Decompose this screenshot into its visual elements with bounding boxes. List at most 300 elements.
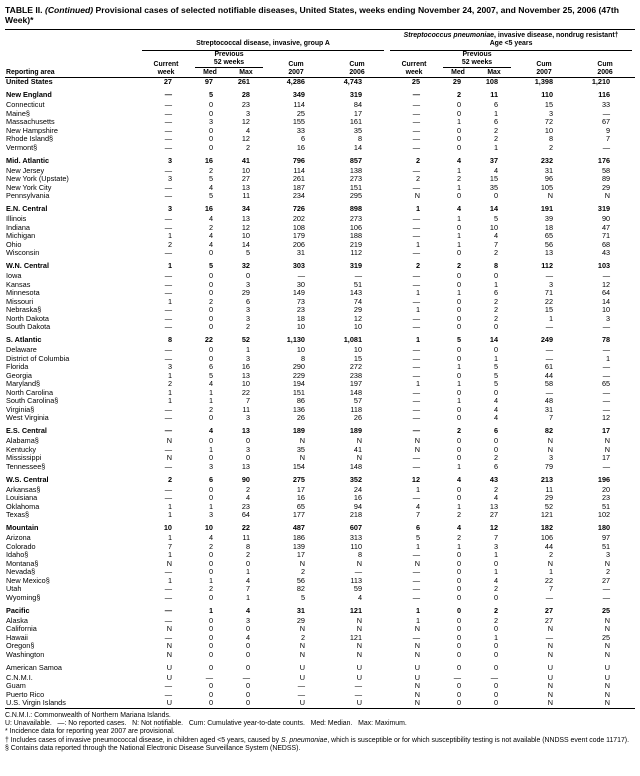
- value-cell: 0: [456, 662, 462, 672]
- value-cell: 10: [353, 323, 363, 332]
- value-cell: —: [412, 249, 421, 258]
- table-row: [5, 625, 635, 634]
- value-cell: —: [602, 462, 611, 471]
- value-cell: 0: [208, 690, 213, 699]
- value-cell: 9: [606, 126, 611, 135]
- value-cell: 17: [296, 551, 305, 560]
- table-row: [5, 577, 635, 586]
- value-cell: 0: [245, 690, 250, 699]
- value-cell: 4: [245, 494, 250, 503]
- value-cell: —: [164, 633, 172, 642]
- value-cell: 14: [601, 297, 611, 306]
- value-cell: 2: [493, 297, 499, 306]
- table-row: [5, 471, 635, 486]
- value-cell: 31: [296, 605, 305, 615]
- value-cell: —: [602, 371, 611, 380]
- value-cell: —: [164, 183, 172, 192]
- value-cell: 12: [601, 280, 611, 289]
- value-cell: 2: [493, 454, 499, 463]
- value-cell: —: [412, 576, 421, 585]
- value-cell: N: [356, 559, 363, 568]
- table-row: [5, 192, 635, 201]
- table-row: [5, 281, 635, 290]
- value-cell: 3: [606, 551, 611, 560]
- value-cell: 2: [493, 605, 499, 615]
- value-cell: N: [166, 454, 172, 463]
- value-cell: 121: [349, 633, 363, 642]
- reporting-area-cell: Oregon§: [6, 642, 35, 651]
- value-cell: 3: [167, 204, 172, 214]
- value-cell: N: [547, 690, 554, 699]
- value-cell: N: [604, 625, 611, 634]
- value-cell: 33: [601, 101, 611, 110]
- value-cell: N: [356, 437, 363, 446]
- value-cell: 2: [245, 485, 250, 494]
- value-cell: 5: [415, 534, 421, 543]
- value-cell: 96: [544, 175, 554, 184]
- value-cell: 68: [601, 240, 611, 249]
- value-cell: 1: [208, 445, 213, 454]
- value-cell: U: [547, 673, 554, 682]
- reporting-area-cell: Texas§: [6, 511, 30, 520]
- value-cell: 7: [548, 414, 554, 423]
- value-cell: 12: [241, 118, 250, 127]
- value-cell: 121: [349, 605, 363, 615]
- value-cell: 0: [208, 559, 213, 568]
- value-cell: N: [356, 642, 363, 651]
- table-row: [5, 602, 635, 617]
- value-cell: 149: [292, 289, 305, 298]
- value-cell: —: [412, 135, 421, 144]
- value-cell: 4: [245, 605, 250, 615]
- value-cell: 4: [456, 204, 462, 214]
- footnote-legend: U: Unavailable. —: No reported cases. N: Not notifiable. Cum: Cumulative year-to-date counts. Med: Median. Max: Maximum.: [5, 720, 407, 728]
- footnotes: [5, 712, 635, 753]
- reporting-area-cell: Mississippi: [6, 454, 42, 463]
- value-cell: 3: [493, 542, 499, 551]
- reporting-area-cell: U.S. Virgin Islands: [6, 699, 66, 708]
- value-cell: 28: [241, 90, 250, 100]
- value-cell: 31: [544, 166, 554, 175]
- table-row: [5, 258, 635, 273]
- value-cell: —: [412, 397, 421, 406]
- value-cell: 2: [208, 542, 213, 551]
- group-header-strep-pneumoniae: Streptococcus pneumoniae, invasive disease, nondrug resistant† Age <5 years: [387, 29, 635, 50]
- value-cell: —: [412, 363, 421, 372]
- value-cell: 0: [493, 192, 499, 201]
- value-cell: —: [412, 454, 421, 463]
- value-cell: 1: [167, 534, 172, 543]
- value-cell: 27: [489, 511, 499, 520]
- value-cell: 10: [296, 346, 305, 355]
- value-cell: 0: [456, 576, 462, 585]
- value-cell: 1: [167, 397, 172, 406]
- value-cell: 0: [208, 593, 213, 602]
- table-row: [5, 594, 635, 603]
- value-cell: 1: [456, 240, 462, 249]
- value-cell: —: [602, 323, 611, 332]
- value-cell: 272: [349, 363, 363, 372]
- value-cell: 4: [493, 232, 499, 241]
- value-cell: 3: [245, 109, 250, 118]
- value-cell: N: [547, 192, 554, 201]
- value-cell: N: [414, 642, 421, 651]
- value-cell: 44: [544, 371, 554, 380]
- reporting-area-cell: Colorado: [6, 542, 36, 551]
- table-body: [5, 78, 635, 709]
- value-cell: —: [545, 633, 554, 642]
- value-cell: —: [164, 323, 172, 332]
- col-header-cum-2006-2: Cum 2006: [575, 51, 635, 78]
- value-cell: —: [164, 249, 172, 258]
- value-cell: N: [414, 625, 421, 634]
- value-cell: —: [164, 462, 172, 471]
- value-cell: 0: [456, 682, 462, 691]
- value-cell: 1: [493, 354, 499, 363]
- value-cell: —: [164, 445, 172, 454]
- value-cell: —: [164, 354, 172, 363]
- value-cell: N: [166, 650, 172, 659]
- col-header-med-2: Med: [441, 68, 475, 78]
- value-cell: 30: [296, 280, 305, 289]
- value-cell: 0: [493, 445, 499, 454]
- table-row: [5, 651, 635, 660]
- value-cell: 0: [245, 272, 250, 281]
- value-cell: 857: [349, 155, 363, 165]
- table-row: [5, 397, 635, 406]
- value-cell: U: [299, 662, 305, 672]
- value-cell: 177: [292, 511, 305, 520]
- value-cell: —: [205, 673, 213, 682]
- reporting-area-cell: Pacific: [6, 605, 30, 615]
- table-row: [5, 201, 635, 216]
- value-cell: —: [412, 297, 421, 306]
- table-row: [5, 144, 635, 153]
- value-cell: 151: [292, 388, 305, 397]
- value-cell: 0: [208, 272, 213, 281]
- reporting-area-cell: Louisiana: [6, 494, 38, 503]
- value-cell: —: [453, 673, 462, 682]
- value-cell: 7: [493, 534, 499, 543]
- value-cell: 0: [208, 633, 213, 642]
- value-cell: 4: [208, 183, 213, 192]
- value-cell: 108: [292, 223, 305, 232]
- value-cell: 1: [167, 388, 172, 397]
- value-cell: 1: [456, 502, 462, 511]
- value-cell: 0: [456, 585, 462, 594]
- value-cell: 47: [601, 223, 611, 232]
- value-cell: 12: [241, 135, 250, 144]
- value-cell: —: [164, 90, 172, 100]
- reporting-area-cell: Washington: [6, 650, 45, 659]
- footnote-section: § Contains data reported through the National Electronic Disease Surveillance System (NEDSS).: [5, 744, 301, 752]
- col-header-med-1: Med: [193, 68, 227, 78]
- table-row: [5, 423, 635, 438]
- reporting-area-cell: Maine§: [6, 109, 30, 118]
- value-cell: 73: [296, 297, 305, 306]
- value-cell: 13: [241, 426, 250, 436]
- table-row: [5, 691, 635, 700]
- value-cell: N: [547, 682, 554, 691]
- value-cell: 51: [601, 502, 611, 511]
- value-cell: 3: [245, 314, 250, 323]
- value-cell: 232: [540, 155, 554, 165]
- value-cell: 16: [296, 494, 305, 503]
- value-cell: 0: [245, 682, 250, 691]
- value-cell: 16: [241, 363, 250, 372]
- value-cell: —: [602, 405, 611, 414]
- value-cell: 0: [456, 437, 462, 446]
- value-cell: 6: [493, 289, 499, 298]
- value-cell: 796: [292, 155, 305, 165]
- table-row: [5, 135, 635, 144]
- value-cell: U: [604, 673, 611, 682]
- value-cell: U: [299, 673, 305, 682]
- table-row: [5, 175, 635, 184]
- value-cell: 1: [167, 502, 172, 511]
- value-cell: 0: [208, 437, 213, 446]
- value-cell: 1: [456, 215, 462, 224]
- value-cell: 0: [456, 494, 462, 503]
- value-cell: 1: [245, 568, 250, 577]
- value-cell: 10: [241, 166, 250, 175]
- value-cell: 0: [208, 642, 213, 651]
- value-cell: 1: [456, 397, 462, 406]
- col-header-max-2: Max: [475, 68, 513, 78]
- value-cell: 3: [208, 511, 213, 520]
- value-cell: 0: [208, 109, 213, 118]
- value-cell: 202: [292, 215, 305, 224]
- value-cell: 1: [208, 397, 213, 406]
- reporting-area-cell: Minnesota: [6, 289, 40, 298]
- value-cell: 14: [241, 240, 250, 249]
- reporting-area-cell: W.N. Central: [6, 261, 49, 271]
- value-cell: 218: [349, 511, 363, 520]
- value-cell: 1: [493, 143, 499, 152]
- value-cell: 27: [163, 77, 172, 87]
- value-cell: —: [164, 414, 172, 423]
- value-cell: 1: [415, 240, 421, 249]
- reporting-area-cell: New York City: [6, 183, 52, 192]
- value-cell: 273: [349, 175, 363, 184]
- value-cell: 12: [411, 474, 421, 484]
- value-cell: 64: [241, 511, 250, 520]
- value-cell: —: [164, 126, 172, 135]
- value-cell: 1: [493, 551, 499, 560]
- reporting-area-cell: Tennessee§: [6, 462, 46, 471]
- value-cell: N: [604, 682, 611, 691]
- table-header: [5, 29, 635, 78]
- value-cell: 1,081: [343, 335, 363, 345]
- value-cell: 5: [208, 90, 213, 100]
- value-cell: 27: [601, 576, 611, 585]
- table-row: [5, 642, 635, 651]
- value-cell: 0: [245, 625, 250, 634]
- value-cell: N: [547, 699, 554, 708]
- value-cell: 2: [208, 166, 213, 175]
- value-cell: 2: [456, 175, 462, 184]
- table-row: [5, 551, 635, 560]
- value-cell: 10: [489, 223, 499, 232]
- value-cell: 58: [544, 380, 554, 389]
- value-cell: 273: [349, 215, 363, 224]
- footnote-star: * Incidence data for reporting year 2007 are provisional.: [5, 728, 175, 736]
- value-cell: 182: [540, 523, 554, 533]
- value-cell: 3: [245, 445, 250, 454]
- value-cell: —: [545, 346, 554, 355]
- value-cell: 1: [548, 314, 554, 323]
- value-cell: N: [604, 699, 611, 708]
- reporting-area-cell: Nebraska§: [6, 306, 42, 315]
- value-cell: 116: [598, 90, 611, 100]
- value-cell: —: [412, 414, 421, 423]
- value-cell: 176: [597, 155, 611, 165]
- value-cell: 0: [245, 559, 250, 568]
- value-cell: 108: [485, 77, 499, 87]
- value-cell: 23: [601, 494, 611, 503]
- table-row: [5, 241, 635, 250]
- value-cell: 0: [493, 642, 499, 651]
- col-header-cum-2007-1: Cum 2007: [265, 51, 327, 78]
- value-cell: 13: [241, 183, 250, 192]
- value-cell: N: [356, 616, 363, 625]
- value-cell: 52: [544, 502, 554, 511]
- value-cell: —: [412, 280, 421, 289]
- value-cell: —: [164, 605, 172, 615]
- value-cell: 2: [415, 155, 421, 165]
- value-cell: —: [412, 166, 421, 175]
- value-cell: 161: [349, 118, 363, 127]
- value-cell: 607: [349, 523, 363, 533]
- value-cell: 3: [245, 616, 250, 625]
- reporting-area-cell: Kentucky: [6, 445, 37, 454]
- col-header-cum-2007-2: Cum 2007: [513, 51, 575, 78]
- value-cell: 97: [601, 534, 611, 543]
- value-cell: 0: [456, 223, 462, 232]
- value-cell: 0: [208, 126, 213, 135]
- value-cell: 261: [237, 77, 250, 87]
- value-cell: 90: [601, 215, 611, 224]
- value-cell: 0: [456, 280, 462, 289]
- value-cell: 29: [353, 306, 363, 315]
- reporting-area-cell: Virginia§: [6, 405, 35, 414]
- value-cell: —: [164, 485, 172, 494]
- value-cell: 303: [292, 261, 305, 271]
- value-cell: 4: [456, 474, 462, 484]
- value-cell: 3: [245, 280, 250, 289]
- value-cell: —: [412, 346, 421, 355]
- value-cell: 10: [601, 306, 611, 315]
- value-cell: 15: [544, 101, 554, 110]
- table-row: [5, 87, 635, 102]
- value-cell: 0: [493, 662, 499, 672]
- value-cell: N: [414, 192, 421, 201]
- value-cell: U: [356, 673, 363, 682]
- value-cell: 0: [208, 454, 213, 463]
- value-cell: —: [164, 118, 172, 127]
- value-cell: U: [356, 662, 363, 672]
- reporting-area-cell: Indiana: [6, 223, 30, 232]
- value-cell: 0: [493, 388, 499, 397]
- value-cell: 29: [544, 494, 554, 503]
- value-cell: 18: [544, 223, 554, 232]
- value-cell: 35: [296, 445, 305, 454]
- value-cell: 0: [493, 682, 499, 691]
- value-cell: 10: [204, 523, 213, 533]
- value-cell: 7: [415, 511, 421, 520]
- table-row: [5, 127, 635, 136]
- value-cell: 17: [601, 454, 611, 463]
- value-cell: 1: [245, 346, 250, 355]
- value-cell: N: [547, 559, 554, 568]
- value-cell: U: [414, 662, 421, 672]
- value-cell: —: [412, 183, 421, 192]
- table-row: [5, 101, 635, 110]
- value-cell: —: [412, 593, 421, 602]
- value-cell: 6: [208, 363, 213, 372]
- value-cell: —: [164, 166, 172, 175]
- value-cell: 13: [241, 462, 250, 471]
- value-cell: 2: [456, 261, 462, 271]
- table-row: [5, 486, 635, 495]
- value-cell: 136: [292, 405, 305, 414]
- value-cell: —: [602, 363, 611, 372]
- value-cell: 261: [292, 175, 305, 184]
- reporting-area-cell: Iowa: [6, 272, 22, 281]
- reporting-area-cell: New Jersey: [6, 166, 45, 175]
- table-row: [5, 380, 635, 389]
- value-cell: 8: [167, 335, 172, 345]
- value-cell: 1: [456, 380, 462, 389]
- value-cell: —: [412, 585, 421, 594]
- reporting-area-cell: New Mexico§: [6, 576, 50, 585]
- value-cell: 25: [411, 77, 421, 87]
- value-cell: 1: [415, 616, 421, 625]
- value-cell: 0: [456, 306, 462, 315]
- value-cell: 2: [415, 261, 421, 271]
- value-cell: —: [354, 690, 363, 699]
- value-cell: 27: [544, 616, 554, 625]
- value-cell: 0: [208, 568, 213, 577]
- value-cell: 1: [456, 289, 462, 298]
- value-cell: 5: [208, 175, 213, 184]
- reporting-area-cell: Guam: [6, 682, 26, 691]
- reporting-area-cell: Mountain: [6, 523, 39, 533]
- value-cell: 213: [540, 474, 554, 484]
- value-cell: —: [354, 682, 363, 691]
- value-cell: 7: [167, 542, 172, 551]
- value-cell: —: [354, 568, 363, 577]
- value-cell: 0: [245, 454, 250, 463]
- value-cell: —: [412, 323, 421, 332]
- value-cell: 4: [415, 502, 421, 511]
- value-cell: 82: [296, 585, 305, 594]
- value-cell: 4: [208, 426, 213, 436]
- table-row: [5, 406, 635, 415]
- value-cell: N: [414, 437, 421, 446]
- value-cell: 118: [350, 405, 363, 414]
- value-cell: 898: [349, 204, 363, 214]
- value-cell: —: [164, 306, 172, 315]
- value-cell: 1: [167, 551, 172, 560]
- value-cell: 2: [548, 551, 554, 560]
- value-cell: 14: [489, 335, 499, 345]
- value-cell: 65: [601, 380, 611, 389]
- value-cell: —: [412, 215, 421, 224]
- value-cell: 8: [300, 354, 305, 363]
- value-cell: N: [299, 559, 305, 568]
- value-cell: 0: [208, 280, 213, 289]
